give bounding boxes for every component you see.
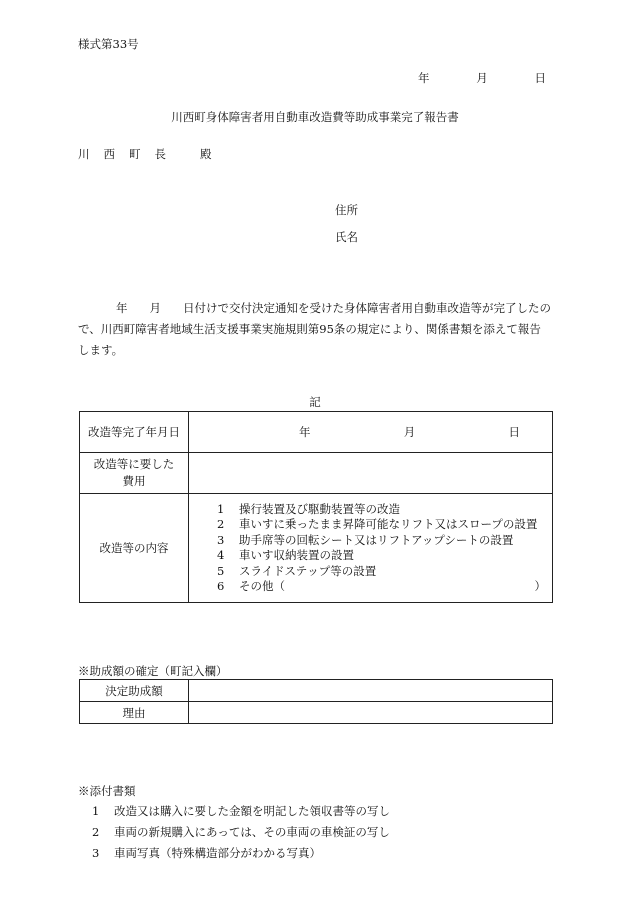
addressee-char: 長 bbox=[154, 147, 166, 161]
item-close-paren: ） bbox=[534, 579, 546, 593]
table-row bbox=[80, 680, 553, 702]
completion-year: 年 bbox=[299, 425, 311, 439]
list-item[interactable] bbox=[217, 548, 552, 564]
name-label: 氏名 bbox=[335, 230, 358, 244]
content-label: 改造等の内容 bbox=[80, 494, 189, 603]
item-number: 3 bbox=[92, 846, 100, 860]
reason-label: 理由 bbox=[80, 702, 189, 724]
addressee bbox=[78, 146, 212, 162]
item-text: 車いすに乗ったまま昇降可能なリフト又はスロープの設置 bbox=[239, 517, 538, 531]
addressee-honorific: 殿 bbox=[200, 147, 212, 161]
table-row bbox=[80, 494, 553, 603]
list-item[interactable] bbox=[217, 564, 552, 580]
addressee-char: 西 bbox=[103, 147, 115, 161]
list-item bbox=[92, 843, 390, 864]
grant-heading: ※助成額の確定（町記入欄） bbox=[78, 664, 228, 678]
list-item[interactable] bbox=[217, 517, 552, 533]
document-title: 川西町身体障害者用自動車改造費等助成事業完了報告書 bbox=[171, 110, 459, 124]
addressee-char: 町 bbox=[129, 147, 141, 161]
item-number: 1 bbox=[92, 804, 100, 818]
cost-label: 改造等に要した費用 bbox=[93, 457, 175, 488]
item-number: 2 bbox=[92, 825, 100, 839]
attachments-heading: ※添付書類 bbox=[78, 784, 136, 798]
body-text: 日付けで交付決定通知を受けた身体障害者用自動車改造等が完了したので、川西町障害者地域生活支援事業実施規則第95条の規定により、関係書類を添えて報告します。 bbox=[78, 301, 551, 357]
item-text: 操行装置及び駆動装置等の改造 bbox=[239, 501, 400, 516]
item-text: 助手席等の回転シート又はリフトアップシートの設置 bbox=[239, 532, 514, 547]
item-number: 3 bbox=[217, 532, 225, 547]
table-row bbox=[80, 453, 553, 494]
date-month: 月 bbox=[476, 71, 488, 85]
list-item bbox=[92, 801, 390, 822]
date-day: 日 bbox=[534, 71, 546, 85]
table-row bbox=[80, 412, 553, 453]
item-number: 1 bbox=[217, 501, 225, 516]
item-number: 4 bbox=[217, 548, 225, 562]
grant-table bbox=[79, 679, 553, 724]
item-text: 車両の新規購入にあっては、その車両の車検証の写し bbox=[114, 825, 390, 839]
report-table bbox=[79, 411, 553, 603]
item-text: 車いす収納装置の設置 bbox=[239, 548, 354, 562]
report-body bbox=[78, 298, 552, 361]
item-text: その他（ bbox=[239, 579, 285, 593]
list-item[interactable] bbox=[217, 533, 552, 549]
completion-day: 日 bbox=[508, 425, 520, 439]
attachments-list bbox=[92, 801, 390, 864]
ki-heading: 記 bbox=[309, 395, 321, 409]
content-cell bbox=[189, 494, 553, 603]
item-text: スライドステップ等の設置 bbox=[239, 563, 377, 578]
completion-date-label: 改造等完了年月日 bbox=[80, 412, 189, 453]
item-text: 改造又は購入に要した金額を明記した領収書等の写し bbox=[114, 804, 390, 818]
body-month: 月 bbox=[149, 301, 161, 315]
item-number: 5 bbox=[217, 563, 225, 578]
address-label: 住所 bbox=[335, 203, 358, 217]
item-number: 6 bbox=[217, 579, 225, 593]
list-item[interactable] bbox=[217, 502, 552, 518]
table-row bbox=[80, 702, 553, 724]
completion-month: 月 bbox=[403, 425, 416, 439]
cost-cell[interactable] bbox=[189, 453, 553, 494]
report-date bbox=[418, 70, 546, 86]
list-item bbox=[92, 822, 390, 843]
content-items bbox=[189, 502, 552, 595]
date-year: 年 bbox=[418, 71, 430, 85]
cost-label-cell bbox=[80, 453, 189, 494]
reason-cell[interactable] bbox=[189, 702, 553, 724]
decided-amount-label: 決定助成額 bbox=[80, 680, 189, 702]
item-number: 2 bbox=[217, 517, 225, 531]
completion-date-cell[interactable] bbox=[189, 412, 553, 453]
form-number: 様式第33号 bbox=[78, 37, 139, 51]
body-year: 年 bbox=[116, 301, 128, 315]
decided-amount-cell[interactable] bbox=[189, 680, 553, 702]
addressee-char: 川 bbox=[78, 147, 90, 161]
item-text: 車両写真（特殊構造部分がわかる写真） bbox=[114, 846, 321, 860]
list-item[interactable] bbox=[217, 579, 552, 595]
